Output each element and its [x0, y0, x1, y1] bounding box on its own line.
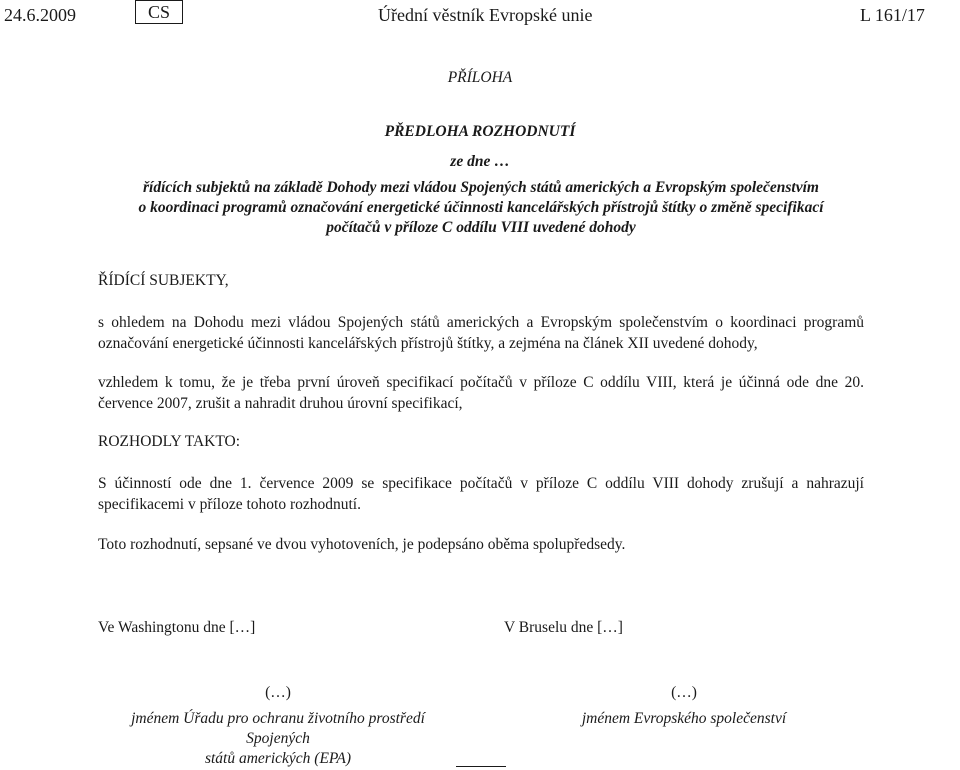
decision-subject — [96, 178, 866, 238]
subject-line: počítačů v příloze C oddílu VIII uvedené dohody — [326, 219, 636, 236]
signature-block-left — [98, 683, 458, 769]
signature-block-right — [504, 683, 864, 729]
subject-line: o koordinaci programů označování energetické účinnosti kancelářských přístrojů štítky o změně specifikací — [138, 199, 824, 216]
signature-place-left: Ve Washingtonu dne […] — [98, 619, 256, 636]
closing-statement: Toto rozhodnutí, sepsané ve dvou vyhotoveních, je podepsáno oběma spolupředsedy. — [98, 536, 626, 553]
publication-date: 24.6.2009 — [4, 5, 76, 25]
language-code-badge: CS — [135, 0, 183, 24]
date-line: ze dne … — [450, 153, 510, 170]
signatory-org-line: jménem Evropského společenství — [581, 710, 787, 727]
signatory-org-line: států amerických (EPA) — [204, 750, 352, 767]
signatory-name: (…) — [265, 684, 291, 701]
recital-whereas: vzhledem k tomu, že je třeba první úroveň specifikací počítačů v příloze C oddílu VIII, která je účinná ode dne 20. července 2007, zrušit a nahradit druhou úrovní specifikací, — [98, 374, 864, 412]
signatory-name: (…) — [671, 684, 697, 701]
issuer-heading: ŘÍDÍCÍ SUBJEKTY, — [98, 272, 229, 289]
signature-place-right: V Bruselu dne […] — [504, 619, 623, 636]
decision-heading: ROZHODLY TAKTO: — [98, 433, 241, 450]
subject-line: řídících subjektů na základě Dohody mezi vládou Spojených států amerických a Evropským společenstvím — [143, 179, 819, 196]
decision-article: S účinností ode dne 1. července 2009 se specifikace počítačů v příloze C oddílu VIII dohody zrušují a nahrazují specifikacemi v příloze tohoto rozhodnutí. — [98, 475, 864, 513]
page-reference: L 161/17 — [860, 5, 925, 25]
annex-label: PŘÍLOHA — [447, 69, 513, 86]
draft-title: PŘEDLOHA ROZHODNUTÍ — [384, 123, 576, 140]
recital-reference: s ohledem na Dohodu mezi vládou Spojených států amerických a Evropským společenstvím o koordinaci programů označování energetické účinnosti kancelářských přístrojů štítky, a zejména na článek XII uvedené dohody, — [98, 314, 864, 352]
journal-title: Úřední věstník Evropské unie — [378, 5, 593, 25]
signatory-org-line: jménem Úřadu pro ochranu životního prostředí Spojených — [131, 710, 425, 747]
footer-divider — [456, 766, 506, 767]
